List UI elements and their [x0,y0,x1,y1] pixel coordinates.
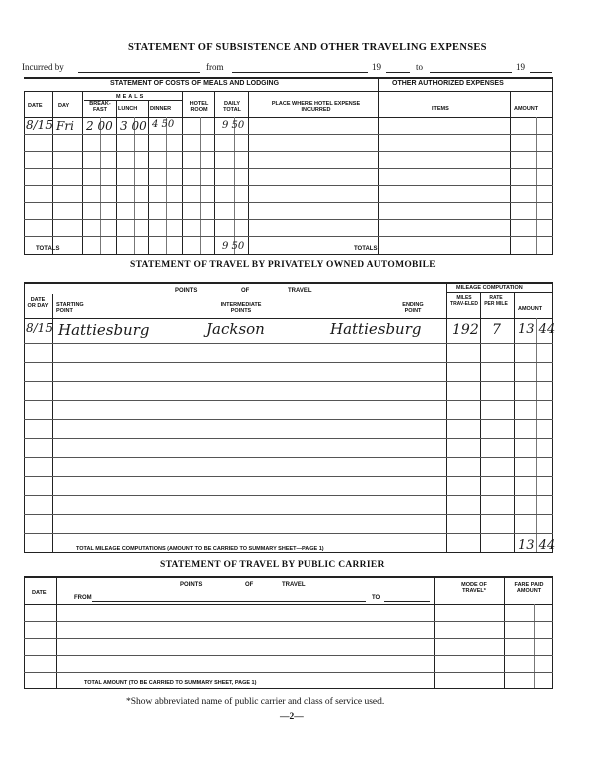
year-label-1: 19 [372,62,381,72]
other-totals-label: TOTALS [354,246,378,252]
meals-section-title: STATEMENT OF COSTS OF MEALS AND LODGING [110,80,280,87]
from-line [232,72,368,73]
meal-row-day: Fri [56,119,74,133]
auto-col-amount: AMOUNT [518,306,543,312]
public-section-title: STATEMENT OF TRAVEL BY PUBLIC CARRIER [160,560,385,570]
col-breakfast: BREAK-FAST [89,101,111,113]
col-items: ITEMS [432,106,449,112]
form-title: STATEMENT OF SUBSISTENCE AND OTHER TRAVELING EXPENSES [128,42,487,53]
footnote: *Show abbreviated name of public carrier and class of service used. [126,697,385,707]
auto-section-title: STATEMENT OF TRAVEL BY PRIVATELY OWNED AUTOMOBILE [130,260,436,270]
auto-col-rate: RATE PER MILE [484,295,508,307]
auto-row-miles: 192 [452,322,479,338]
auto-of: OF [241,288,250,294]
incurred-by-label: Incurred by [22,62,64,72]
public-points: POINTS [180,582,203,588]
auto-col-intermediate: INTERMEDIATE POINTS [220,302,262,314]
col-day: DAY [58,103,70,109]
meal-row-breakfast: 2 00 [86,119,113,133]
auto-points: POINTS [175,288,198,294]
public-of: OF [245,582,254,588]
auto-row-amount: 13 44 [518,322,556,337]
public-col-mode: MODE OF TRAVEL* [461,582,487,594]
page-number: —2— [280,712,304,722]
auto-col-ending: ENDING POINT [402,302,424,314]
meals-totals-label: TOTALS [36,246,60,252]
col-dinner: DINNER [150,106,172,112]
col-daily-total: DAILY TOTAL [223,101,241,113]
year-label-2: 19 [516,62,525,72]
col-amount: AMOUNT [514,106,539,112]
public-to: TO [372,595,381,601]
public-col-date: DATE [32,590,47,596]
year-line-2 [530,72,552,73]
from-label: from [206,62,224,72]
auto-total-value: 13 44 [518,538,556,553]
col-lunch: LUNCH [118,106,138,112]
public-col-fare: FARE PAID AMOUNT [514,582,544,594]
to-line [430,72,512,73]
meal-row-dinner: 4 50 [152,119,175,130]
other-expenses-title: OTHER AUTHORIZED EXPENSES [392,80,504,87]
public-travel: TRAVEL [282,582,306,588]
year-line-1 [386,72,410,73]
auto-row-rate: 7 [492,322,501,338]
public-total-label: TOTAL AMOUNT (TO BE CARRIED TO SUMMARY SHEET, PAGE 1) [84,680,257,686]
incurred-by-line [78,72,200,73]
auto-row-start: Hattiesburg [58,321,150,339]
auto-col-starting: STARTING POINT [56,302,84,314]
public-from: FROM [74,595,92,601]
auto-row-intermediate: Jackson [206,320,265,338]
col-place: PLACE WHERE HOTEL EXPENSE INCURRED [271,101,361,113]
col-meals: MEALS [116,94,146,100]
meal-row-daily-total: 9 50 [222,120,245,131]
meal-row-date: 8/15 [26,118,53,132]
to-label: to [416,62,424,72]
col-date: DATE [28,103,43,109]
auto-col-miles: MILES TRAV-ELED [450,295,478,307]
auto-total-label: TOTAL MILEAGE COMPUTATIONS (AMOUNT TO BE CARRIED TO SUMMARY SHEET—PAGE 1) [76,546,324,552]
auto-row-date: 8/15 [26,321,53,335]
auto-row-end: Hattiesburg [330,320,422,338]
auto-col-date: DATE OR DAY [27,297,49,309]
meal-row-lunch: 3 00 [120,119,147,133]
col-hotel-room: HOTEL ROOM [189,101,209,113]
meals-totals-value: 9 50 [222,241,245,252]
auto-travel: TRAVEL [288,288,312,294]
mileage-title: MILEAGE COMPUTATION [456,285,523,291]
